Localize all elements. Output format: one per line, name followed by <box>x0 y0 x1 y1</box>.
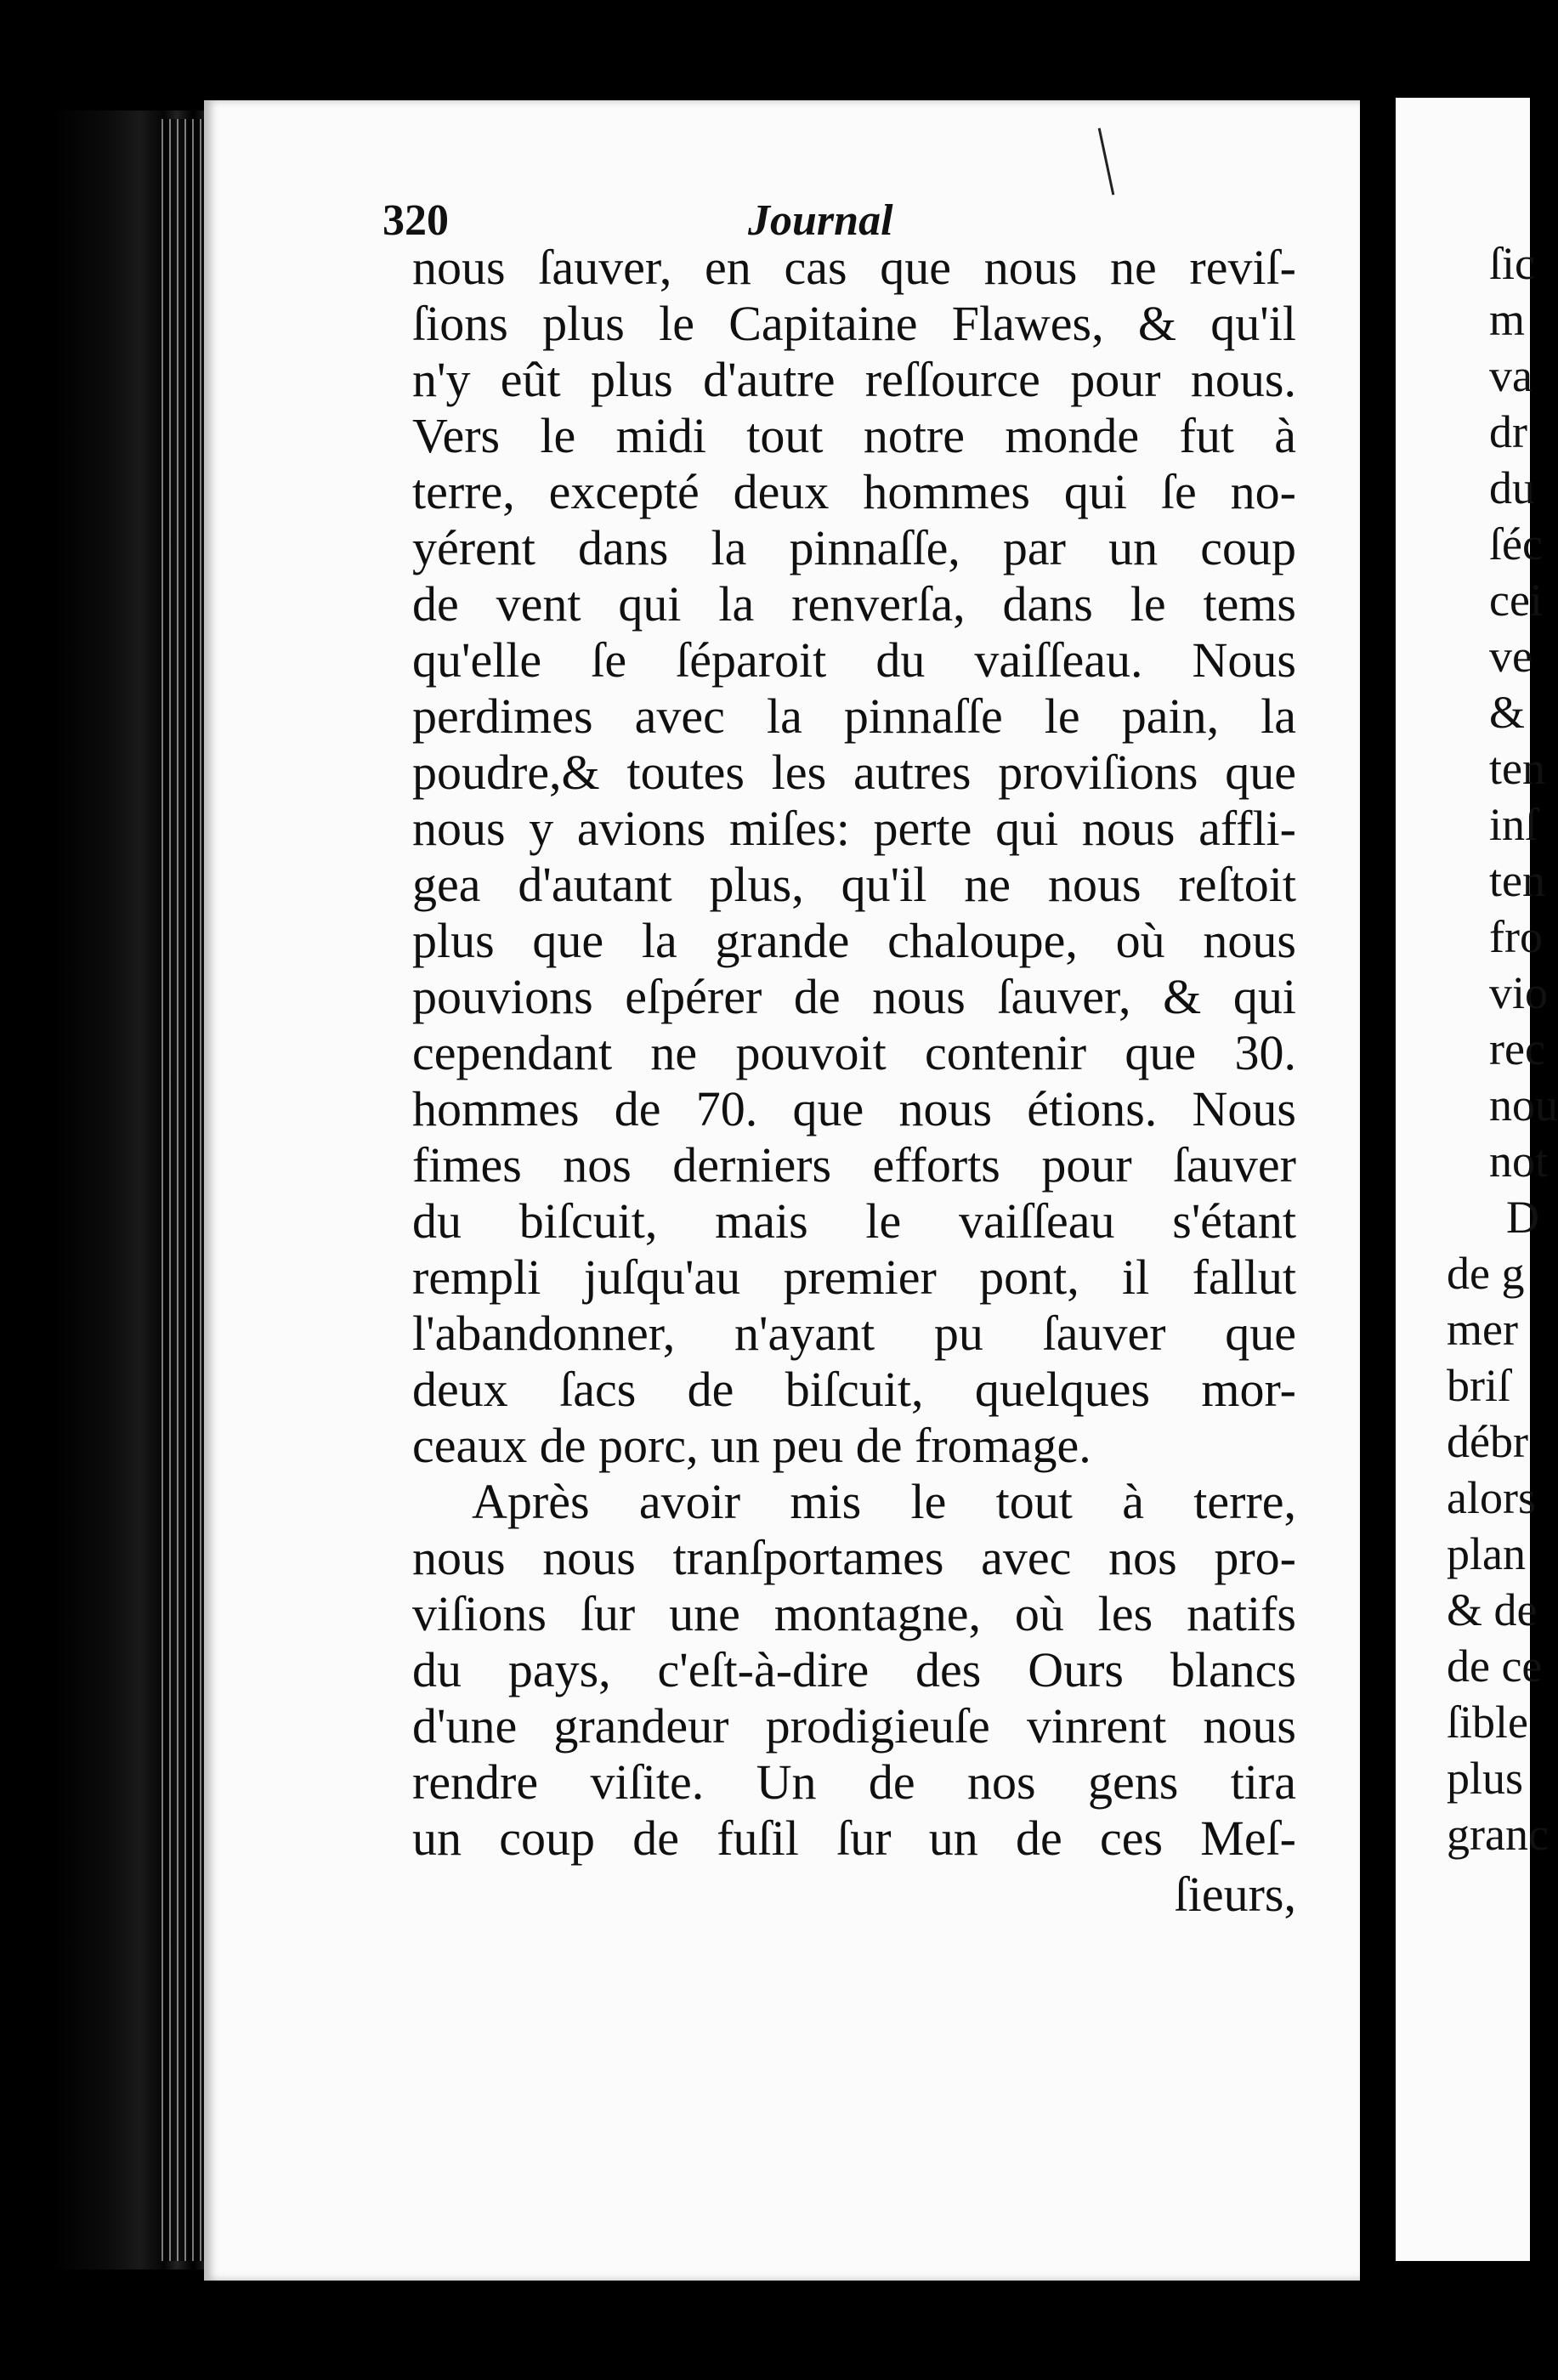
facing-page-line: briſ <box>1447 1360 1510 1411</box>
facing-page-line: plan <box>1447 1528 1526 1579</box>
text-line: nous nous tranſportames avec nos pro- <box>412 1530 1296 1585</box>
paragraph-first-line: Après avoir mis le tout à terre, <box>472 1474 1296 1529</box>
text-line: du pays, c'eſt-à-dire des Ours blancs <box>412 1642 1296 1697</box>
text-line: l'abandonner, n'ayant pu ſauver que <box>412 1306 1296 1361</box>
facing-page-line: & de <box>1447 1584 1538 1635</box>
page-number: 320 <box>382 196 449 245</box>
facing-page-line: D <box>1506 1192 1539 1243</box>
text-line: gea d'autant plus, qu'il ne nous reſtoit <box>412 857 1296 912</box>
book-page-right <box>1396 98 1558 2261</box>
facing-page-line: va <box>1489 350 1533 401</box>
facing-page-line: m <box>1489 294 1526 345</box>
book-gutter <box>1360 94 1396 2286</box>
text-line: pouvions eſpérer de nous ſauver, & qui <box>412 969 1296 1024</box>
text-line: viſions ſur une montagne, où les natifs <box>412 1586 1296 1641</box>
facing-page-line: ſic <box>1489 238 1535 289</box>
facing-page-line: de g <box>1447 1248 1525 1299</box>
text-line: terre, excepté deux hommes qui ſe no- <box>412 464 1296 519</box>
facing-page-line: mer <box>1447 1304 1518 1355</box>
facing-page-line: ve <box>1489 631 1533 682</box>
page-header <box>382 196 893 246</box>
running-title: Journal <box>748 196 893 245</box>
facing-page-line: dr <box>1489 406 1527 457</box>
text-line: n'y eût plus d'autre reſſource pour nous. <box>412 352 1296 407</box>
text-line: yérent dans la pinnaſſe, par un coup <box>412 520 1296 575</box>
facing-page-line: de ce <box>1447 1640 1543 1692</box>
text-line: rempli juſqu'au premier pont, il fallut <box>412 1250 1296 1305</box>
facing-page-line: not <box>1489 1136 1549 1187</box>
facing-page-line: ten <box>1489 855 1545 906</box>
facing-page-line: nou <box>1489 1080 1558 1130</box>
text-line: fimes nos derniers efforts pour ſauver <box>412 1137 1296 1193</box>
facing-page-line: cei <box>1489 575 1543 626</box>
body-text <box>412 240 1296 1923</box>
text-line: d'une grandeur prodigieuſe vinrent nous <box>412 1698 1296 1754</box>
text-line: poudre,& toutes les autres proviſions que <box>412 745 1296 800</box>
facing-page-line: fro <box>1489 911 1543 962</box>
text-line: qu'elle ſe ſéparoit du vaiſſeau. Nous <box>412 632 1296 688</box>
text-line: un coup de fuſil ſur un de ces Meſ- <box>412 1810 1296 1866</box>
text-line: de vent qui la renverſa, dans le tems <box>412 576 1296 632</box>
facing-page-line: plus <box>1447 1753 1524 1804</box>
facing-page-line: vio <box>1489 967 1549 1018</box>
text-line: perdimes avec la pinnaſſe le pain, la <box>412 688 1296 744</box>
page-stack-edges <box>161 119 204 2261</box>
facing-page-line: ſéc <box>1489 518 1543 570</box>
text-line: ceaux de porc, un peu de fromage. <box>412 1418 1091 1473</box>
facing-page-line: ten <box>1489 743 1545 794</box>
text-line: du biſcuit, mais le vaiſſeau s'étant <box>412 1193 1296 1249</box>
facing-page-line: & <box>1489 687 1526 738</box>
text-line: hommes de 70. que nous étions. Nous <box>412 1081 1296 1136</box>
text-line: Vers le midi tout notre monde fut à <box>412 408 1296 463</box>
text-line: nous y avions miſes: perte qui nous affli- <box>412 801 1296 856</box>
text-line: rendre viſite. Un de nos gens tira <box>412 1754 1296 1810</box>
text-line: cependant ne pouvoit contenir que 30. <box>412 1025 1296 1080</box>
facing-page-line: rec <box>1489 1023 1545 1074</box>
facing-page-line: débr <box>1447 1416 1528 1467</box>
text-line: nous ſauver, en cas que nous ne reviſ- <box>412 240 1296 295</box>
facing-page-line: ſible <box>1447 1697 1528 1748</box>
text-line: plus que la grande chaloupe, où nous <box>412 913 1296 968</box>
facing-page-line: du <box>1489 462 1535 513</box>
facing-page-line: inſ <box>1489 799 1538 850</box>
catchword: ſieurs, <box>1174 1867 1296 1922</box>
facing-page-line: alors <box>1447 1472 1536 1523</box>
text-line: deux ſacs de biſcuit, quelques mor- <box>412 1362 1296 1417</box>
facing-page-line: granc <box>1447 1809 1549 1860</box>
text-line: ſions plus le Capitaine Flawes, & qu'il <box>412 296 1296 351</box>
